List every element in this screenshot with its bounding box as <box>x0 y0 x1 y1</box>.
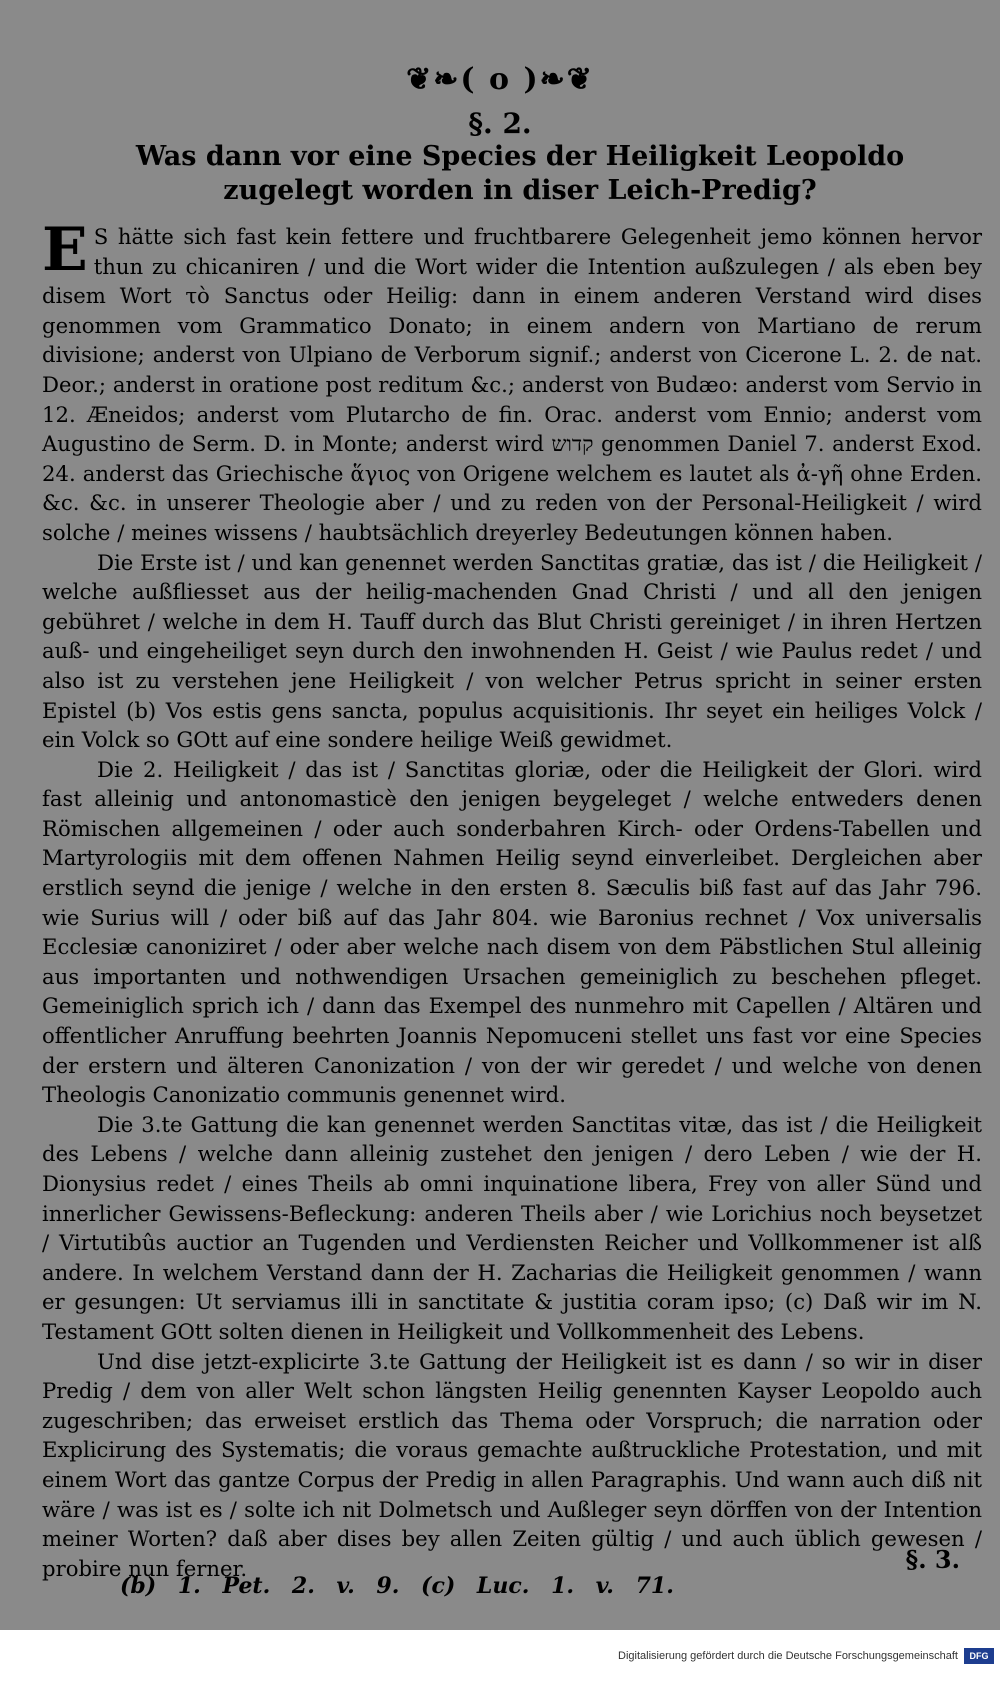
body-text <box>42 215 982 1583</box>
footnotes: (b) 1. Pet. 2. v. 9. (c) Luc. 1. v. 71. <box>120 1573 674 1599</box>
paragraph-3: Die 2. Heiligkeit / das ist / Sanctitas gloriæ, oder die Heiligkeit der Glori. wird fast alleinig und antonomasticè den jenigen beygeleget / welche entweders denen Römischen allgemeinen / oder auch sonderbahren Kirch- oder Ordens-Tabellen und Martyrologiis mit dem offenen Nahmen Heilig seynd einverleibet. Dergleichen aber erstlich seynd die jenige / welche in den ersten 8. Sæculis biß fast auf das Jahr 796. wie Surius will / oder biß auf das Jahr 804. wie Baronius rechnet / Vox universalis Ecclesiæ canoniziret / oder aber welche nach disem von dem Päbstlichen Stul alleinig aus importanten und nothwendigen Ursachen gemeiniglich zu beschehen pfleget. Gemeiniglich sprich ich / dann das Exempel des nunmehro mit Capellen / Altären und offentlicher Anruffung beehrten Joannis Nepomuceni stellet uns fast vor eine Species der erstern und älteren Canonization / von der wir geredet / und welche von denen Theologis Canonizatio communis genennet wird. <box>42 756 982 1108</box>
footer-bar <box>0 1630 1000 1682</box>
page-heading: Was dann vor eine Species der Heiligkeit Leopoldo zugelegt worden in diser Leich-Predig? <box>135 141 905 206</box>
drop-cap: E <box>42 215 88 285</box>
footer-credit: Digitalisierung gefördert durch die Deutsche Forschungsgemeinschaft <box>618 1650 958 1662</box>
section-number: §. 2. <box>468 107 532 140</box>
paragraph-2: Die Erste ist / und kan genennet werden Sanctitas gratiæ, das ist / die Heiligkeit / welche außfliesset aus der heilig-machenden Gnad Christi / und all den jenigen gebühret / welche in dem H. Tauff durch das Blut Christi gereiniget / in ihren Hertzen auß- und eingeheiliget seyn durch den inwohnenden H. Geist / wie Paulus redet / und also ist zu verstehen jene Heiligkeit / von welcher Petrus spricht in seiner ersten Epistel (b) Vos estis gens sancta, populus acquisitionis. Ihr seyet ein heiliges Volck / ein Volck so GOtt auf eine sondere heilige Weiß gewidmet. <box>42 549 982 753</box>
header-ornament: ❦❧( o )❧❦ <box>406 62 594 97</box>
catchword: §. 3. <box>905 1545 960 1574</box>
paragraph-4: Die 3.te Gattung die kan genennet werden Sanctitas vitæ, das ist / die Heiligkeit des Lebens / welche dann alleinig zustehet den jenigen / dero Leben / wie der H. Dionysius redet / eines Theils ab omni inquinatione libera, Frey von aller Sünd und innerlicher Gewissens-Befleckung: anderen Theils aber / wie Lorichius noch beysetzet / Virtutibûs auctior an Tugenden und Verdiensten Reicher und Vollkommener ist alß andere. In welchem Verstand dann der H. Zacharias die Heiligkeit genommen / wann er gesungen: Ut serviamus illi in sanctitate & justitia coram ipso; (c) Daß wir im N. Testament GOtt solten dienen in Heiligkeit und Vollkommenheit des Lebens. <box>42 1111 982 1344</box>
dfg-logo-icon: DFG <box>964 1648 994 1664</box>
paragraph-1 <box>42 215 982 548</box>
paragraph-5: Und dise jetzt-explicirte 3.te Gattung der Heiligkeit ist es dann / so wir in diser Predig / dem von aller Welt schon längsten Heilig genennten Kayser Leopoldo auch zugeschriben; das erweiset erstlich das Thema oder Vorspruch; die narration oder Explicirung des Systematis; die voraus gemachte außtruckliche Protestation, und mit einem Wort das gantze Corpus der Predig in allen Paragraphis. Und wann auch diß nit wäre / was ist es / solte ich nit Dolmetsch und Außleger seyn dörffen von der Intention meiner Worten? daß aber dises bey allen Zeiten gültig / und auch üblich gewesen / probire nun ferner. <box>42 1348 982 1581</box>
paragraph-1-text: S hätte sich fast kein fettere und fruchtbarere Gelegenheit jemo können hervor thun zu chicaniren / und die Wort wider die Intention außzulegen / als eben bey disem Wort τὸ Sanctus oder Heilig: dann in einem anderen Verstand wird dises genommen vom Grammatico Donato; in einem andern von Martiano de rerum divisione; anderst von Ulpiano de Verborum signif.; anderst von Cicerone L. 2. de nat. Deor.; anderst in oratione post reditum &c.; anderst von Budæo: anderst vom Servio in 12. Æneidos; anderst vom Plutarcho de fin. Orac. anderst vom Ennio; anderst vom Augustino de Serm. D. in Monte; anderst wird קדוש genommen Daniel 7. anderst Exod. 24. anderst das Griechische ἅγιος von Origene welchem es lautet als ἀ-γῆ ohne Erden. &c. &c. in unserer Theologie aber / und zu reden von der Personal-Heiligkeit / wird solche / meines wissens / haubtsächlich dreyerley Bedeutungen können haben. <box>42 224 982 545</box>
